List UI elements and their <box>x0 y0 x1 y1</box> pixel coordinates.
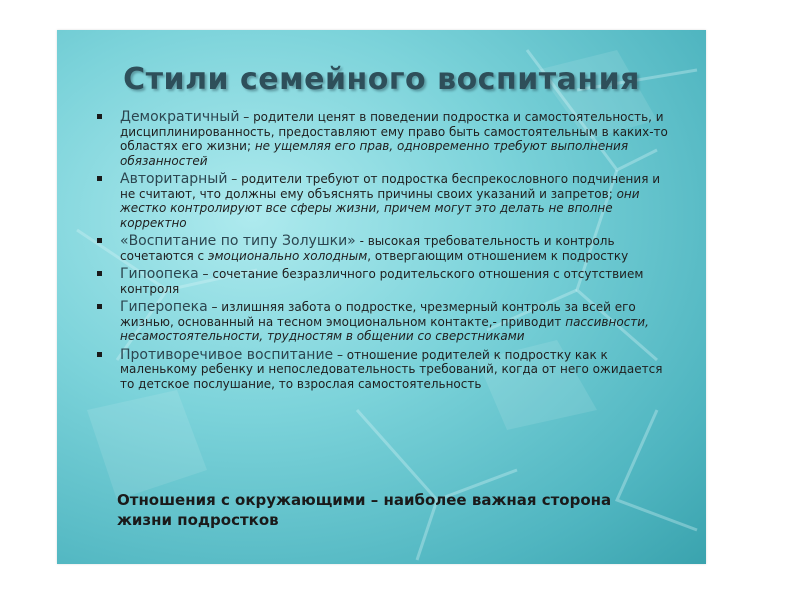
item-term: Демократичный <box>120 109 240 125</box>
list-item-democratic <box>97 110 677 168</box>
styles-list <box>97 110 677 395</box>
item-emphasis: пассивности, несамостоятельности, трудностям в общении со сверстниками <box>120 314 649 343</box>
item-description-continued: , отвергающим отношением к подростку <box>367 248 629 263</box>
item-description: – родители ценят в поведении подростка и самостоятельность, и дисциплинированность, предоставляют ему право быть самостоятельным в каких-то областях его жизни; <box>120 110 668 153</box>
item-emphasis: эмоционально холодным <box>207 248 368 263</box>
item-term: Авторитарный <box>120 171 228 187</box>
bullet-icon <box>97 114 102 119</box>
bullet-icon <box>97 352 102 357</box>
conclusion-text: Отношения с окружающими – наиболее важная сторона жизни подростков <box>117 491 612 529</box>
item-term: «Воспитание по типу Золушки» <box>120 233 356 249</box>
bullet-icon <box>97 176 102 181</box>
item-description: – излишняя забота о подростке, чрезмерный контроль за всей его жизнью, основанный на тесном эмоциональном контакте,- приводит <box>120 300 636 329</box>
item-term: Гиперопека <box>120 299 208 315</box>
list-item-hypoprotection <box>97 267 677 296</box>
slide-title: Стили семейного воспитания <box>123 62 640 97</box>
bullet-icon <box>97 304 102 309</box>
item-description: – родители требуют от подростка беспрекословного подчинения и не считают, что должны ему объяснять причины своих указаний и запретов; <box>120 172 661 201</box>
list-item-overprotection <box>97 300 677 344</box>
item-term: Противоречивое воспитание <box>120 346 334 363</box>
slide <box>57 30 706 564</box>
bullet-icon <box>97 238 102 243</box>
list-item-authoritarian <box>97 172 677 230</box>
item-description: – отношение родителей к подростку как к маленькому ребенку и непоследовательность требований, когда от него ожидается то детское послушание, то взрослая самостоятельность <box>120 347 663 391</box>
item-emphasis: они жестко контролируют все сферы жизни, причем могут это делать не вполне корректно <box>120 186 640 230</box>
item-emphasis: не ущемляя его прав, одновременно требуют выполнения обязанностей <box>120 139 629 168</box>
item-description: – сочетание безразличного родительского отношения с отсутствием контроля <box>120 267 644 296</box>
item-term: Гипоопека <box>120 266 199 282</box>
list-item-contradictory <box>97 348 677 392</box>
item-description: - высокая требовательность и контроль сочетаются с <box>120 234 615 263</box>
list-item-cinderella <box>97 234 677 263</box>
bullet-icon <box>97 271 102 276</box>
